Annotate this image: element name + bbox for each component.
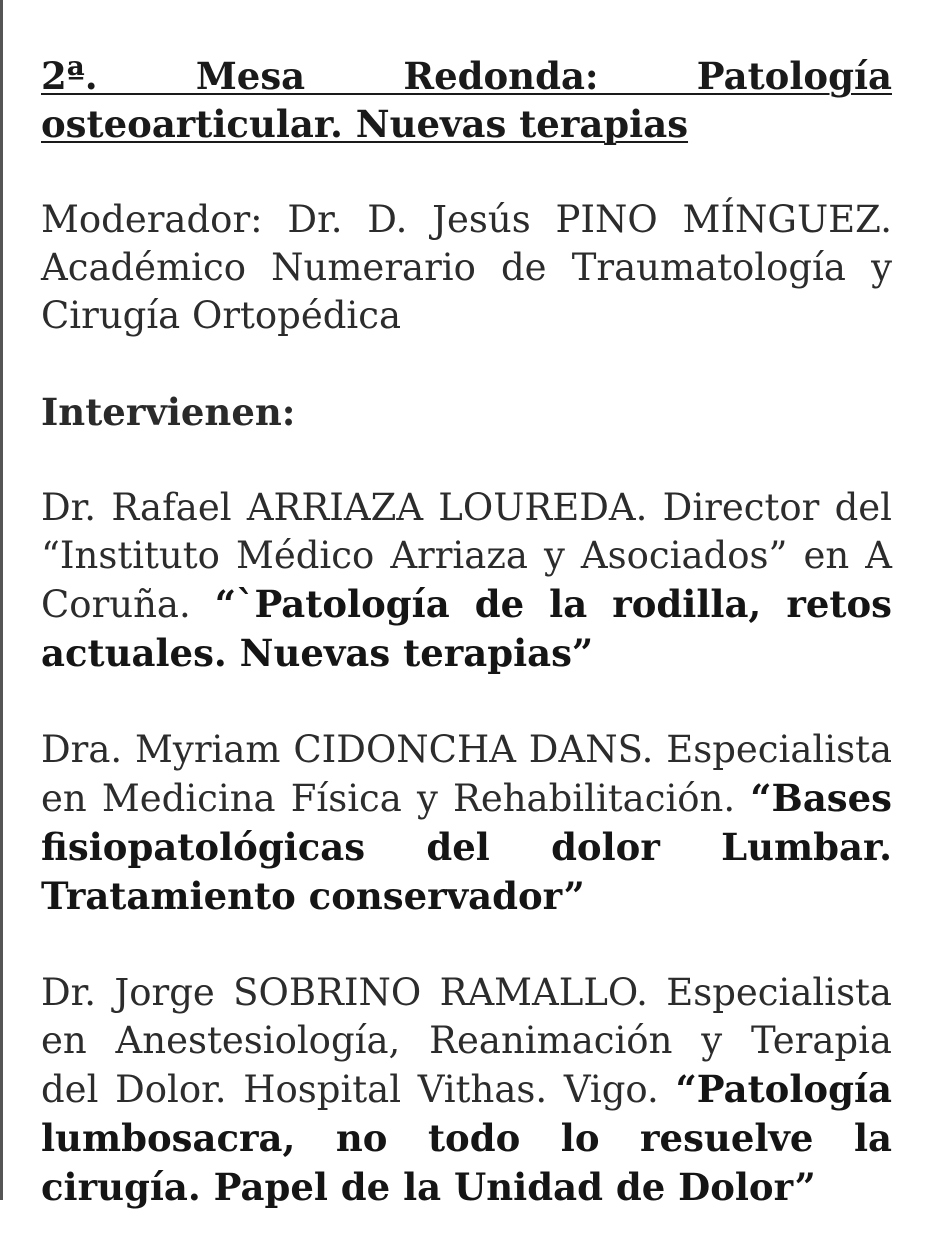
moderator-paragraph: Moderador: Dr. D. Jesús PINO MÍNGUEZ. Académico Numerario de Traumatología y Cirugía Ortopédica	[41, 198, 892, 337]
speaker-info: Dra. Myriam CIDONCHA DANS. Especialista en Medicina Física y Rehabilitación.	[41, 728, 892, 820]
speaker-entry-sobrino	[41, 969, 892, 1212]
talk-title: “Bases fisiopatológicas del dolor Lumbar. Tratamiento conservador”	[41, 776, 892, 918]
left-edge-line	[0, 0, 3, 1200]
talk-title: “`Patología de la rodilla, retos actuales. Nuevas terapias”	[41, 582, 892, 675]
speaker-info: Dr. Rafael ARRIAZA LOUREDA. Director del “Instituto Médico Arriaza y Asociados” en A Coruña.	[41, 486, 892, 626]
speaker-entry-cidoncha	[41, 726, 892, 921]
session-heading: 2ª. Mesa Redonda: Patología osteoarticular. Nuevas terapias	[41, 54, 892, 146]
speakers-label: Intervienen:	[41, 390, 296, 434]
document-page	[41, 52, 892, 1260]
speaker-entry-arriaza	[41, 484, 892, 678]
speaker-info: Dr. Jorge SOBRINO RAMALLO. Especialista en Anestesiología, Reanimación y Terapia del Dolor. Hospital Vithas. Vigo.	[41, 971, 892, 1111]
talk-title: “Patología lumbosacra, no todo lo resuelve la cirugía. Papel de la Unidad de Dolor”	[41, 1067, 892, 1209]
